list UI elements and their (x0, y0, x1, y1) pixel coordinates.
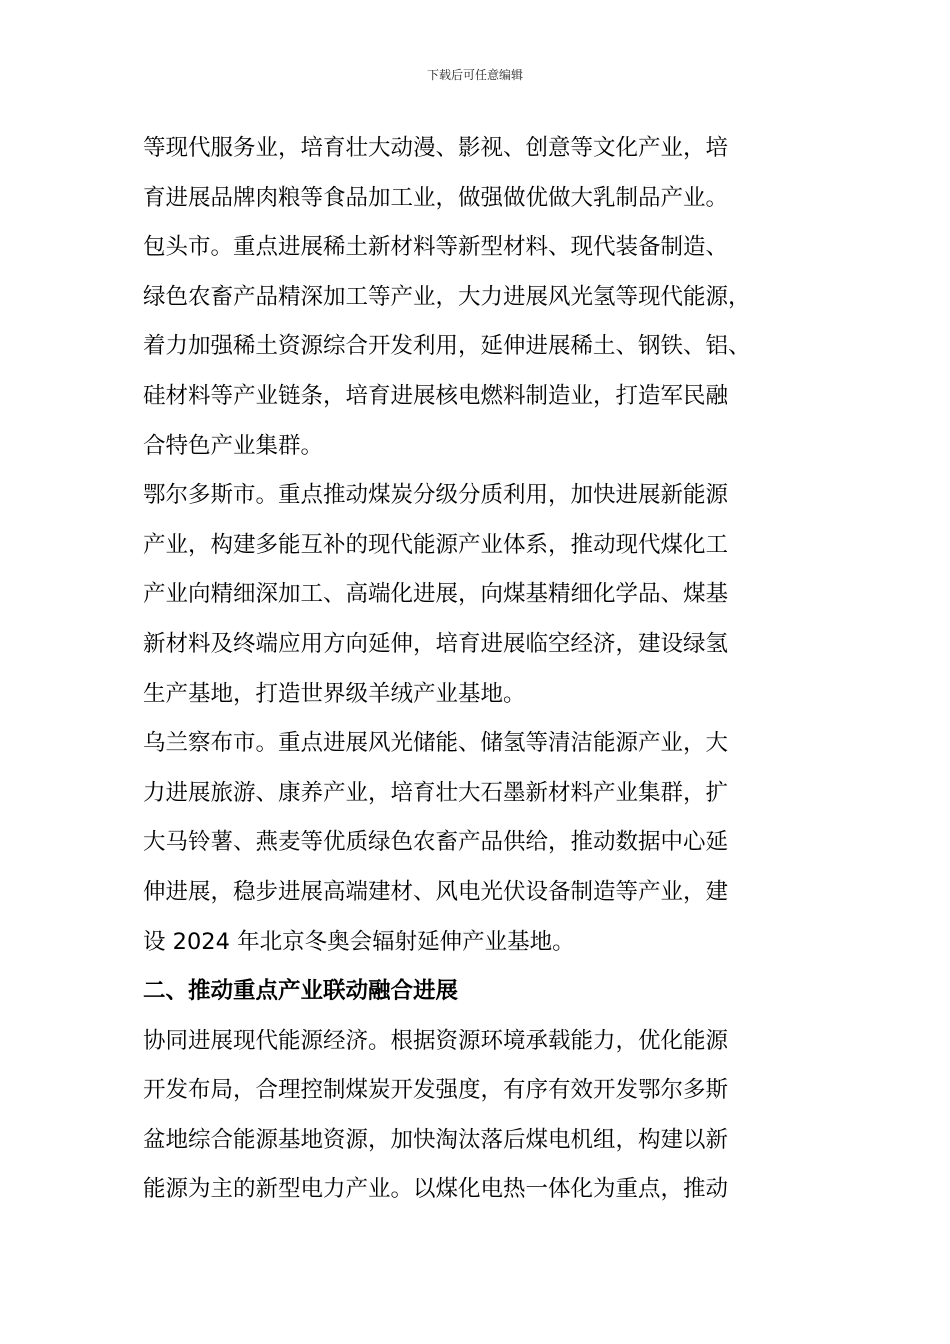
text-line: 能源为主的新型电力产业。以煤化电热一体化为重点，推动 (143, 1176, 729, 1203)
text-line: 鄂尔多斯市。重点推动煤炭分级分质利用，加快进展新能源 (143, 482, 729, 509)
text-line: 协同进展现代能源经济。根据资源环境承载能力，优化能源 (143, 1027, 729, 1054)
text-line: 大马铃薯、燕麦等优质绿色农畜产品供给，推动数据中心延 (143, 829, 729, 856)
text-line: 伸进展，稳步进展高端建材、风电光伏设备制造等产业，建 (143, 878, 729, 905)
text-line: 包头市。重点进展稀土新材料等新型材料、现代装备制造、 (143, 234, 729, 261)
text-line: 产业向精细深加工、高端化进展，向煤基精细化学品、煤基 (143, 581, 729, 608)
text-line: 开发布局，合理控制煤炭开发强度，有序有效开发鄂尔多斯 (143, 1077, 729, 1104)
text-line: 产业，构建多能互补的现代能源产业体系，推动现代煤化工 (143, 531, 729, 558)
text-line: 生产基地，打造世界级羊绒产业基地。 (143, 680, 526, 707)
text-line: 力进展旅游、康养产业，培育壮大石墨新材料产业集群，扩 (143, 779, 729, 806)
text-line: 乌兰察布市。重点进展风光储能、储氢等清洁能源产业，大 (143, 730, 729, 757)
text-line: 着力加强稀土资源综合开发利用，延伸进展稀土、钢铁、铝、 (143, 333, 751, 360)
text-line: 新材料及终端应用方向延伸，培育进展临空经济，建设绿氢 (143, 630, 729, 657)
text-line: 育进展品牌肉粮等食品加工业，做强做优做大乳制品产业。 (143, 184, 729, 211)
page-header-note: 下载后可任意编辑 (426, 68, 523, 82)
document-body (143, 124, 751, 1215)
text-line: 盆地综合能源基地资源，加快淘汰落后煤电机组，构建以新 (143, 1126, 729, 1153)
text-line: 设 2024 年北京冬奥会辐射延伸产业基地。 (143, 928, 575, 955)
section-heading: 二、推动重点产业联动融合进展 (143, 978, 459, 1005)
text-line: 等现代服务业，培育壮大动漫、影视、创意等文化产业，培 (143, 135, 729, 161)
text-line: 合特色产业集群。 (143, 432, 324, 459)
text-line: 绿色农畜产品精深加工等产业，大力进展风光氢等现代能源， (143, 283, 751, 310)
text-line: 硅材料等产业链条，培育进展核电燃料制造业，打造军民融 (143, 382, 729, 409)
